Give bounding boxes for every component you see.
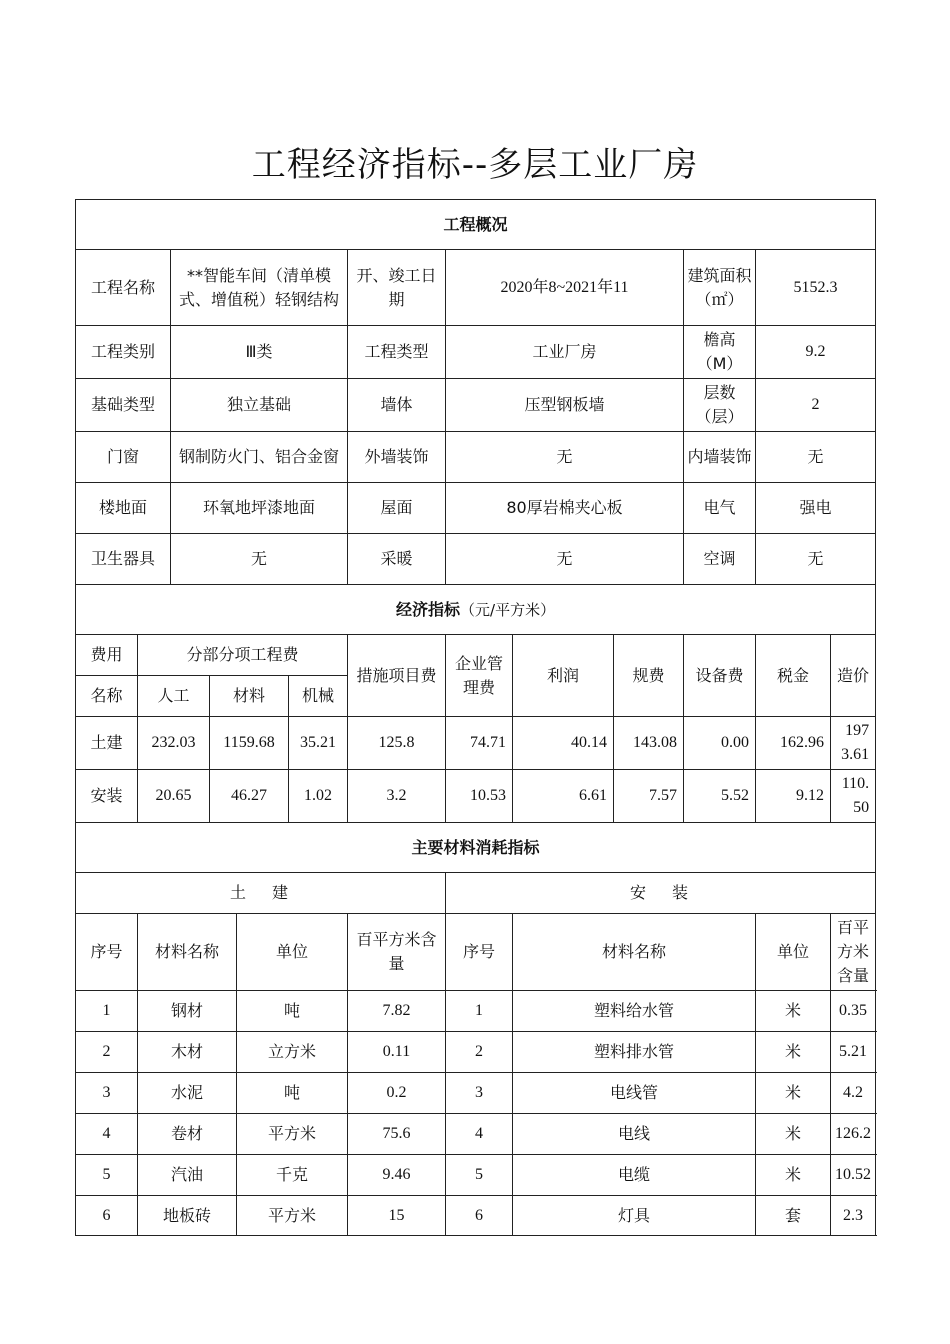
civil-col-qty: 百平方米含量: [348, 914, 446, 991]
install-name: 塑料给水管: [513, 991, 756, 1032]
int-label: 内墙装饰: [684, 432, 756, 483]
install-no: 1: [446, 991, 513, 1032]
doors-value: 钢制防火门、铝合金窗: [171, 432, 348, 483]
cost-value: 110.50: [831, 770, 876, 823]
civil-qty: 75.6: [348, 1114, 446, 1155]
col-fee: 费用: [76, 635, 138, 676]
civil-qty: 0.2: [348, 1073, 446, 1114]
floor-value: 环氧地坪漆地面: [171, 483, 348, 534]
install-col-unit: 单位: [756, 914, 831, 991]
elec-label: 电气: [684, 483, 756, 534]
col-regulatory: 规费: [614, 635, 684, 717]
install-unit: 米: [756, 1032, 831, 1073]
civil-unit: 千克: [237, 1155, 348, 1196]
civil-qty: 7.82: [348, 991, 446, 1032]
overview-row: [76, 432, 876, 483]
civil-name: 卷材: [138, 1114, 237, 1155]
col-labor: 人工: [138, 676, 210, 717]
material-row: [76, 1073, 876, 1114]
type-label: 工程类型: [348, 326, 446, 379]
tax-value: 9.12: [756, 770, 831, 823]
col-tax: 税金: [756, 635, 831, 717]
economic-header-row: [76, 585, 876, 635]
overview-row: [76, 534, 876, 585]
heating-label: 采暖: [348, 534, 446, 585]
row-name: 安装: [76, 770, 138, 823]
install-qty: 10.52: [831, 1155, 876, 1196]
wall-value: 压型钢板墙: [446, 379, 684, 432]
civil-unit: 平方米: [237, 1114, 348, 1155]
civil-col-no: 序号: [76, 914, 138, 991]
civil-unit: 立方米: [237, 1032, 348, 1073]
civil-col-unit: 单位: [237, 914, 348, 991]
material-value: 1159.68: [210, 717, 289, 770]
civil-no: 4: [76, 1114, 138, 1155]
install-no: 5: [446, 1155, 513, 1196]
roof-label: 屋面: [348, 483, 446, 534]
area-label: 建筑面积（㎡）: [684, 250, 756, 326]
measures-value: 125.8: [348, 717, 446, 770]
install-name: 电线管: [513, 1073, 756, 1114]
profit-value: 6.61: [513, 770, 614, 823]
labor-value: 232.03: [138, 717, 210, 770]
col-equipment: 设备费: [684, 635, 756, 717]
install-unit: 套: [756, 1196, 831, 1236]
civil-name: 钢材: [138, 991, 237, 1032]
overview-row: [76, 483, 876, 534]
eave-label: 檐高（M）: [684, 326, 756, 379]
install-unit: 米: [756, 1114, 831, 1155]
install-qty: 5.21: [831, 1032, 876, 1073]
overview-row: [76, 250, 876, 326]
labor-value: 20.65: [138, 770, 210, 823]
row-name: 土建: [76, 717, 138, 770]
col-profit: 利润: [513, 635, 614, 717]
install-qty: 4.2: [831, 1073, 876, 1114]
equipment-value: 0.00: [684, 717, 756, 770]
ac-value: 无: [756, 534, 876, 585]
int-value: 无: [756, 432, 876, 483]
equipment-value: 5.52: [684, 770, 756, 823]
dates-label: 开、竣工日期: [348, 250, 446, 326]
mgmt-value: 74.71: [446, 717, 513, 770]
area-value: 5152.3: [756, 250, 876, 326]
install-no: 3: [446, 1073, 513, 1114]
overview-header: 工程概况: [76, 200, 876, 250]
floors-value: 2: [756, 379, 876, 432]
civil-name: 汽油: [138, 1155, 237, 1196]
material-row: [76, 1155, 876, 1196]
ext-label: 外墙装饰: [348, 432, 446, 483]
foundation-label: 基础类型: [76, 379, 171, 432]
install-unit: 米: [756, 1073, 831, 1114]
regulatory-value: 143.08: [614, 717, 684, 770]
economic-title: 经济指标: [396, 599, 461, 619]
elec-value: 强电: [756, 483, 876, 534]
sanitary-label: 卫生器具: [76, 534, 171, 585]
regulatory-value: 7.57: [614, 770, 684, 823]
type-value: 工业厂房: [446, 326, 684, 379]
material-row: [76, 991, 876, 1032]
civil-no: 6: [76, 1196, 138, 1236]
category-value: Ⅲ类: [171, 326, 348, 379]
civil-no: 2: [76, 1032, 138, 1073]
dates-value: 2020年8~2021年11: [446, 250, 684, 326]
install-qty: 126.2: [831, 1114, 876, 1155]
install-qty: 0.35: [831, 991, 876, 1032]
install-name: 灯具: [513, 1196, 756, 1236]
civil-unit: 吨: [237, 1073, 348, 1114]
col-subitem: 分部分项工程费: [138, 635, 348, 676]
materials-col-row: [76, 914, 876, 991]
sanitary-value: 无: [171, 534, 348, 585]
col-cost: 造价: [831, 635, 876, 717]
floor-label: 楼地面: [76, 483, 171, 534]
roof-value: 80厚岩棉夹心板: [446, 483, 684, 534]
overview-header-row: [76, 200, 876, 250]
indicator-table: [75, 199, 876, 1236]
eave-value: 9.2: [756, 326, 876, 379]
civil-qty: 0.11: [348, 1032, 446, 1073]
civil-qty: 15: [348, 1196, 446, 1236]
install-col-qty: 百平方米含量: [831, 914, 876, 991]
material-row: [76, 1032, 876, 1073]
machine-value: 35.21: [289, 717, 348, 770]
civil-unit: 平方米: [237, 1196, 348, 1236]
materials-section-row: [76, 873, 876, 914]
tax-value: 162.96: [756, 717, 831, 770]
profit-value: 40.14: [513, 717, 614, 770]
install-unit: 米: [756, 1155, 831, 1196]
economic-row: [76, 717, 876, 770]
material-value: 46.27: [210, 770, 289, 823]
col-material: 材料: [210, 676, 289, 717]
civil-name: 地板砖: [138, 1196, 237, 1236]
install-unit: 米: [756, 991, 831, 1032]
install-no: 2: [446, 1032, 513, 1073]
economic-header: [76, 585, 876, 635]
install-name: 电线: [513, 1114, 756, 1155]
install-no: 6: [446, 1196, 513, 1236]
install-no: 4: [446, 1114, 513, 1155]
col-mgmt: 企业管理费: [446, 635, 513, 717]
civil-name: 水泥: [138, 1073, 237, 1114]
machine-value: 1.02: [289, 770, 348, 823]
wall-label: 墙体: [348, 379, 446, 432]
civil-qty: 9.46: [348, 1155, 446, 1196]
heating-value: 无: [446, 534, 684, 585]
ext-value: 无: [446, 432, 684, 483]
ac-label: 空调: [684, 534, 756, 585]
civil-no: 3: [76, 1073, 138, 1114]
doors-label: 门窗: [76, 432, 171, 483]
overview-row: [76, 379, 876, 432]
project-name-label: 工程名称: [76, 250, 171, 326]
foundation-value: 独立基础: [171, 379, 348, 432]
document-title: 工程经济指标--多层工业厂房: [251, 145, 699, 185]
install-qty: 2.3: [831, 1196, 876, 1236]
col-name: 名称: [76, 676, 138, 717]
economic-row: [76, 770, 876, 823]
floors-label: 层数（层）: [684, 379, 756, 432]
civil-unit: 吨: [237, 991, 348, 1032]
install-col-no: 序号: [446, 914, 513, 991]
install-col-name: 材料名称: [513, 914, 756, 991]
civil-col-name: 材料名称: [138, 914, 237, 991]
measures-value: 3.2: [348, 770, 446, 823]
install-section: 安装: [446, 873, 876, 914]
project-name-value: **智能车间（清单模式、增值税）轻钢结构: [171, 250, 348, 326]
install-name: 塑料排水管: [513, 1032, 756, 1073]
civil-no: 1: [76, 991, 138, 1032]
install-name: 电缆: [513, 1155, 756, 1196]
economic-unit: （元/平方米）: [460, 600, 556, 619]
col-measures: 措施项目费: [348, 635, 446, 717]
cost-value: 1973.61: [831, 717, 876, 770]
materials-header: 主要材料消耗指标: [76, 823, 876, 873]
civil-no: 5: [76, 1155, 138, 1196]
mgmt-value: 10.53: [446, 770, 513, 823]
overview-row: [76, 326, 876, 379]
materials-header-row: [76, 823, 876, 873]
col-machine: 机械: [289, 676, 348, 717]
civil-section: 土建: [76, 873, 446, 914]
economic-col-row: [76, 635, 876, 676]
category-label: 工程类别: [76, 326, 171, 379]
civil-name: 木材: [138, 1032, 237, 1073]
material-row: [76, 1196, 876, 1236]
material-row: [76, 1114, 876, 1155]
